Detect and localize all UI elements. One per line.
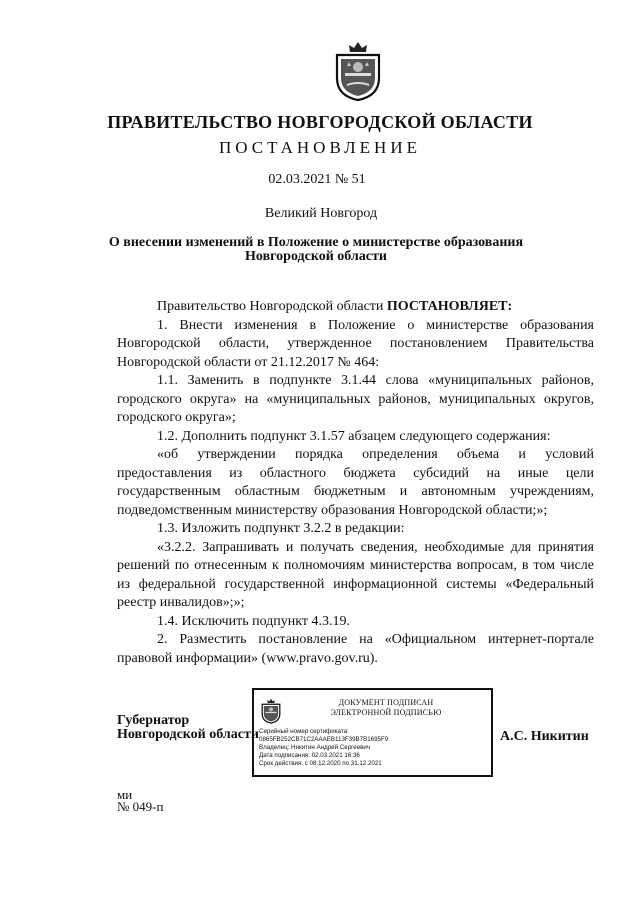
paragraph-1-3: 1.3. Изложить подпункт 3.2.2 в редакции: <box>157 521 405 536</box>
stamp-title-line-1: ДОКУМЕНТ ПОДПИСАН <box>338 698 434 707</box>
serial-value: 0865FB252CB71C2AAAEB113F39B7B1695F9 <box>259 736 389 743</box>
stamp-title <box>288 698 484 718</box>
subject-line-1: О внесении изменений в Положение о министерстве образования <box>108 235 524 250</box>
document-body <box>117 298 594 668</box>
paragraph-1: 1. Внести изменения в Положение о министерстве образования Новгородской области, утвержденное постановлением Правительства Новгородской области от 21.12.2017 № 464: <box>117 317 594 370</box>
date-number: 02.03.2021 № 51 <box>268 172 366 187</box>
coat-of-arms-icon <box>260 698 282 724</box>
paragraph-2: 2. Разместить постановление на «Официальном интернет-портале правовой информации» (www.pravo.gov.ru). <box>117 632 594 666</box>
paragraph-1-2: 1.2. Дополнить подпункт 3.1.57 абзацем следующего содержания: <box>157 428 551 444</box>
executor-initials: ми <box>117 787 133 802</box>
intro-decree-word: ПОСТАНОВЛЯЕТ: <box>386 299 513 314</box>
position-line-2: Новгородской области <box>117 727 259 742</box>
coat-of-arms-icon <box>333 40 383 102</box>
signed-date: Дата подписания: 02.03.2021 16:36 <box>259 752 360 759</box>
paragraph-1-4: 1.4. Исключить подпункт 4.3.19. <box>157 613 351 629</box>
serial-label: Серийный номер сертификата: <box>259 728 349 735</box>
subject-heading <box>0 236 640 264</box>
validity: Срок действия: с 08.12.2020 по 31.12.2021 <box>259 760 382 767</box>
intro-paragraph <box>117 298 594 317</box>
paragraph-1-1: 1.1. Заменить в подпункте 3.1.44 слова «муниципальных районов, городского округа» на «муниципальных районов, муниципальных округов, городского округа»; <box>117 373 594 425</box>
paragraph-1-3-quote: «3.2.2. Запрашивать и получать сведения, необходимые для принятия решений по отнесенным к полномочиям министерства вопросам, в том числе из федеральной государственной информационной системы «Федеральный реестр инвалидов»;»; <box>117 539 594 610</box>
signatory-position <box>117 714 259 742</box>
stamp-title-line-2: ЭЛЕКТРОННОЙ ПОДПИСЬЮ <box>330 708 442 717</box>
document-type: ПОСТАНОВЛЕНИЕ <box>218 138 421 157</box>
signatory-name: А.С. Никитин <box>500 729 589 744</box>
subject-line-2: Новгородской области <box>245 249 387 264</box>
intro-text: Правительство Новгородской области <box>157 299 387 314</box>
paragraph-1-2-quote: «об утверждении порядка определения объема и условий предоставления из областного бюджета субсидий на иные цели государственным областным бюджетным и автономным учреждениям, подведомственным министерству образования Новгородской области;»; <box>117 447 594 518</box>
owner: Владелец: Никитин Андрей Сергеевич <box>259 744 371 751</box>
stamp-details <box>259 728 388 768</box>
position-line-1: Губернатор <box>117 713 190 728</box>
city: Великий Новгород <box>264 206 378 221</box>
registration-number: № 049-п <box>117 799 164 814</box>
electronic-signature-stamp <box>252 688 493 777</box>
government-title: ПРАВИТЕЛЬСТВО НОВГОРОДСКОЙ ОБЛАСТИ <box>107 112 533 132</box>
document-footer <box>117 789 163 813</box>
